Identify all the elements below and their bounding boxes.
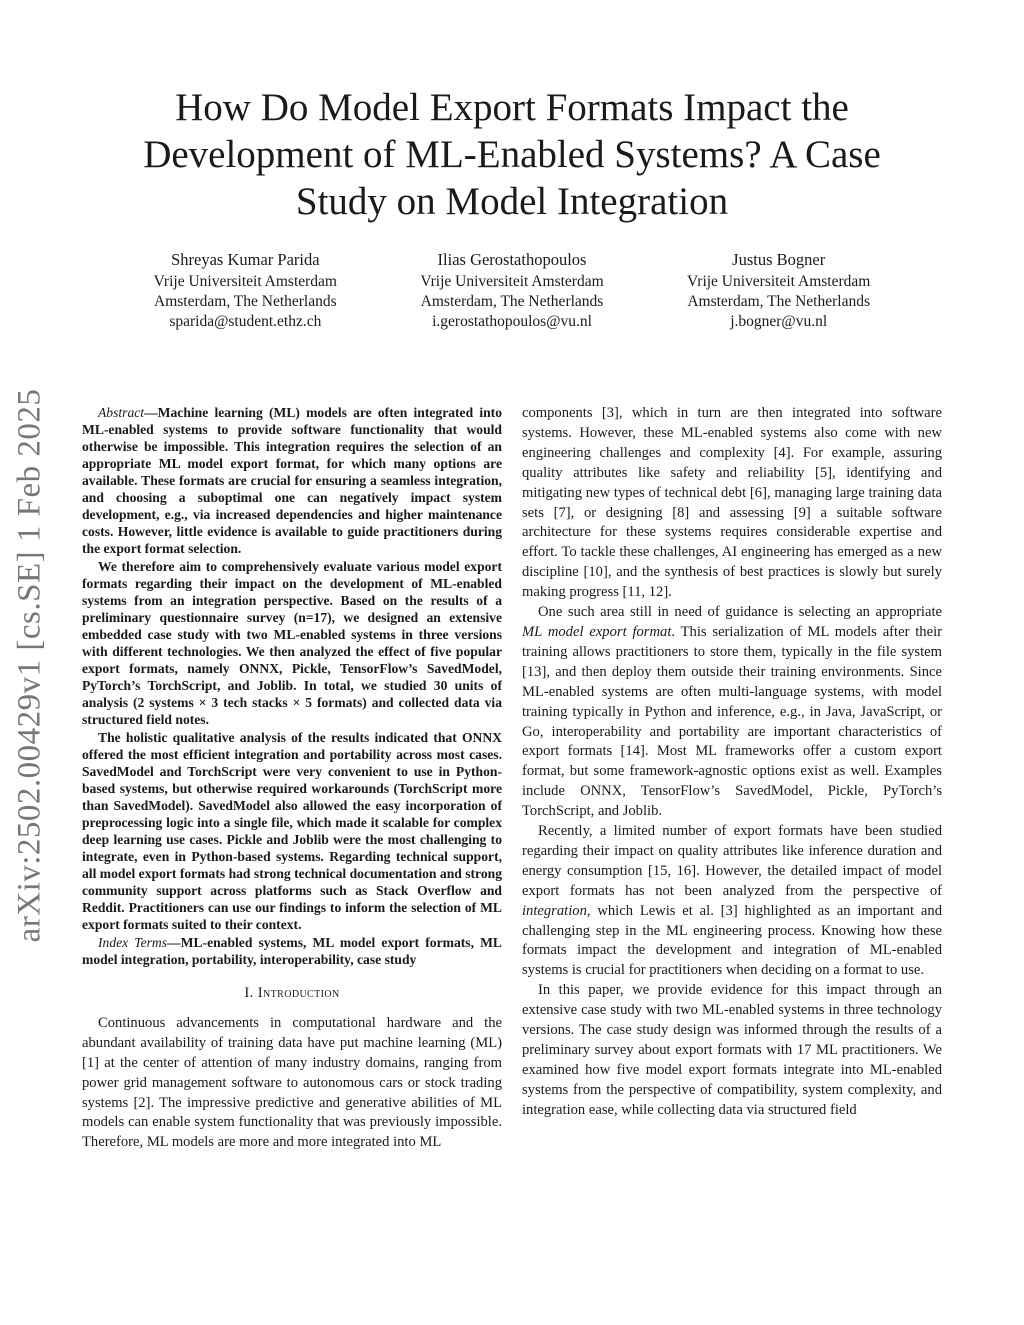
index-terms [82,934,502,968]
author-1 [112,250,379,332]
arxiv-identifier-text: arXiv:2502.00429v1 [cs.SE] 1 Feb 2025 [11,388,48,942]
author-location: Amsterdam, The Netherlands [154,293,337,310]
author-email: j.bogner@vu.nl [730,313,828,330]
abstract-paragraph-1 [82,404,502,557]
author-block [112,250,912,332]
author-location: Amsterdam, The Netherlands [687,293,870,310]
emphasis-term: integration [522,902,587,919]
text-span: Recently, a limited number of export formats have been studied regarding their impact on quality attributes like inference duration and energy consumption [15, 16]. However, the detailed impact of model export formats has not been analyzed from the perspective of [522,823,942,899]
author-name: Ilias Gerostathopoulos [437,250,587,269]
text-span: . This serialization of ML models after their training allows practitioners to store them, typically in the file system [13], and then deploy them outside their training environments. Since ML-enabled systems are often multi-language systems, with model training typically in Python and inference, e.g., in Java, JavaScript, or Go, interoperability and portability are important characteristics of export formats [14]. Most ML frameworks offer a custom export format, but some framework-agnostic options exist as well. Examples include ONNX, TensorFlow’s SavedModel, Pickle, PyTorch’s TorchScript, and Joblib. [522,623,943,820]
abstract-paragraph-2: We therefore aim to comprehensively evaluate various model export formats regarding their impact on the development of ML-enabled systems from an integration perspective. Based on the results of a preliminary questionnaire survey (n=17), we designed an extensive embedded case study with two ML-enabled systems in three versions with different technologies. We then analyzed the effect of five popular export formats, namely ONNX, Pickle, TensorFlow’s SavedModel, PyTorch’s TorchScript, and Joblib. In total, we studied 30 units of analysis (2 systems × 3 tech stacks × 5 formats) and collected data via structured field notes. [82,559,502,727]
section-heading-introduction [82,984,502,1004]
body-paragraph-3 [522,822,942,981]
author-location: Amsterdam, The Netherlands [420,293,604,310]
section-number: I. [244,985,254,1001]
em-dash: — [167,935,181,950]
emphasis-term: ML model export format [522,623,672,640]
text-span: One such area still in need of guidance is selecting an appropriate [538,604,942,621]
body-paragraph-1: components [3], which in turn are then integrated into software systems. However, these ML-enabled systems also come with new engineering challenges and complexity [4]. For example, assuring quality attributes like safety and reliability [5], identifying and mitigating new types of technical debt [6], managing large training data sets [7], or designing [8] and assessing [9] a suitable software architecture for these systems requires considerable expertise and effort. To tackle these challenges, AI engineering has emerged as a new discipline [10], and the synthesis of best practices is slowly but surely making progress [11, 12]. [522,405,942,601]
body-paragraph-4: In this paper, we provide evidence for this impact through an extensive case study with two ML-enabled systems in three technology versions. The case study design was informed through the results of a preliminary survey about export formats with 17 ML practitioners. We examined how five model export formats integrate into ML-enabled systems from the perspective of compatibility, system complexity, and integration ease, while collecting data via structured field [522,982,942,1118]
author-affiliation: Vrije Universiteit Amsterdam [420,273,604,290]
author-affiliation: Vrije Universiteit Amsterdam [687,273,871,290]
author-name: Shreyas Kumar Parida [171,250,320,269]
index-terms-label: Index Terms [98,935,168,950]
right-column [522,404,942,1121]
body-paragraph-2 [522,603,942,822]
author-3 [645,250,912,332]
paper-title: How Do Model Export Formats Impact the Development of ML-Enabled Systems? A Case Study on Model Integration [143,86,881,223]
arxiv-identifier-stamp [0,370,60,960]
author-email: i.gerostathopoulos@vu.nl [432,313,592,330]
abstract-label: Abstract [98,405,145,420]
abstract-paragraph-3: The holistic qualitative analysis of the results indicated that ONNX offered the most efficient integration and portability across most cases. SavedModel and TorchScript were very convenient to use in Python-based systems, but otherwise required workarounds (TorchScript more than SavedModel). SavedModel also allowed the easy incorporation of preprocessing logic into a single file, which made it scalable for complex deep learning use cases. Pickle and Joblib were the most challenging to integrate, even in Python-based systems. Regarding technical support, all model export formats had strong technical documentation and strong community support across platforms such as Stack Overflow and Reddit. Practitioners can use our findings to inform the selection of ML export formats suited to their context. [82,730,502,932]
abstract-text-1: Machine learning (ML) models are often integrated into ML-enabled systems to provide software functionality that would otherwise be impossible. This integration requires the selection of an appropriate ML model export format, for which many options are available. These formats are crucial for ensuring a seamless integration, and choosing a suboptimal one can negatively impact system development, e.g., via increased dependencies and higher maintenance costs. However, little evidence is available to guide practitioners during the export format selection. [82,405,502,556]
intro-paragraph-1: Continuous advancements in computational hardware and the abundant availability of training data have put machine learning (ML) [1] at the center of attention of many industry domains, ranging from power grid management software to autonomous cars or stock trading systems [2]. The impressive predictive and generative abilities of ML models can enable system functionality that was previously impossible. Therefore, ML models are more and more integrated into ML [82,1014,502,1151]
text-span: , which Lewis et al. [3] highlighted as an important and challenging step in the ML engineering process. Knowing how these formats impact the development and integration of ML-enabled systems is crucial for practitioners when deciding on a format to use. [522,902,942,979]
em-dash: — [144,405,158,420]
abstract [82,404,502,968]
author-2 [379,250,646,332]
section-title: Introduction [257,985,340,1001]
index-terms-text: ML-enabled systems, ML model export formats, ML model integration, portability, interoperability, case study [82,935,502,967]
author-name: Justus Bogner [732,250,826,269]
left-column [82,404,502,1153]
author-affiliation: Vrije Universiteit Amsterdam [153,273,337,290]
author-email: sparida@student.ethz.ch [169,313,322,330]
